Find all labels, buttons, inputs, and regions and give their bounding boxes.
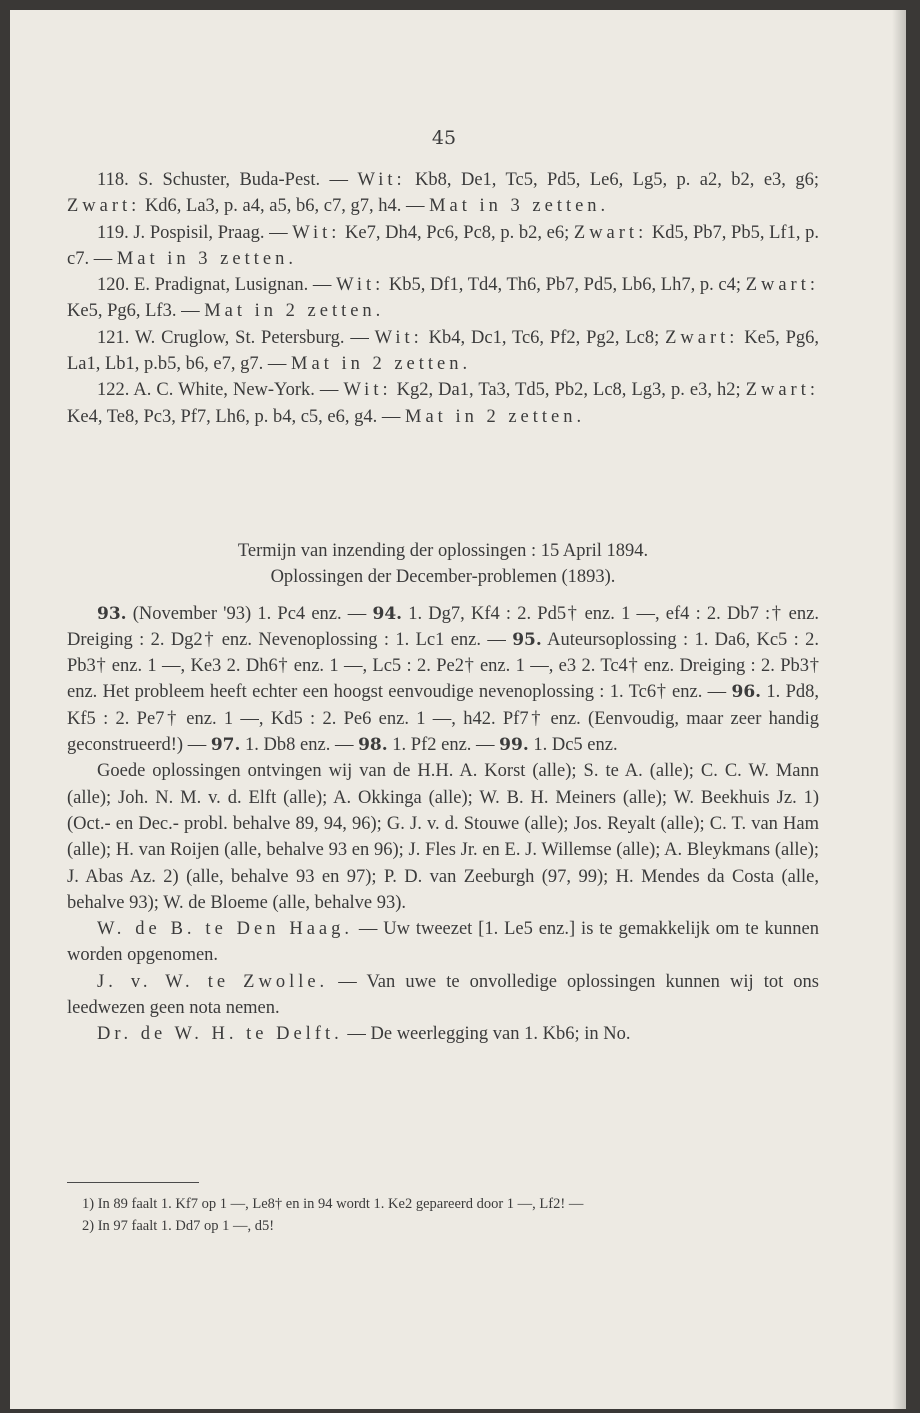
solution-number: 93. xyxy=(97,603,127,624)
letter-recipient: Dr. de W. H. te Delft. xyxy=(97,1024,343,1045)
letter-zwolle: J. v. W. te Zwolle. — Van uwe te onvolledige oplossingen kunnen wij tot ons leedwezen geen nota nemen. xyxy=(67,971,819,1019)
mat-label: Mat in 3 zetten. xyxy=(429,196,610,217)
footnote-divider xyxy=(67,1182,199,1183)
zwart-label: Zwart: xyxy=(745,380,819,401)
solutions-section xyxy=(67,538,819,1048)
zwart-label: Zwart: xyxy=(573,222,648,243)
zwart-label: Zwart: xyxy=(665,327,739,348)
page-number: 45 xyxy=(431,127,457,149)
footnote-1: 1) In 89 faalt 1. Kf7 op 1 —, Le8† en in 94 wordt 1. Ke2 gepareerd door 1 —, Lf2! — xyxy=(82,1196,584,1212)
solutions-paragraph: 93. (November '93) 1. Pc4 enz. — 94. 1. Dg7, Kf4 : 2. Pd5† enz. 1 —, ef4 : 2. Db7 :† enz. Dreiging : 2. Dg2† enz. Nevenoplossing : 1. Lc1 enz. — 95. Auteursoplossing : 1. Da6, Kc5 : 2. Pb3† enz. 1 —, Ke3 2. Dh6† enz. 1 —, Lc5 : 2. Pe2† enz. 1 —, e3 2. Tc4† enz. Dreiging : 2. Pb3† enz. Het probleem heeft echter een hoogst eenvoudige nevenoplossing : 1. Tc6† enz. — 96. 1. Pd8, Kf5 : 2. Pe7† enz. 1 —, Kd5 : 2. Pe6 enz. 1 —, h42. Pf7† enz. (Eenvoudig, maar zeer handig geconstrueerd!) — 97. 1. Db8 enz. — 98. 1. Pf2 enz. — 99. 1. Dc5 enz. xyxy=(67,603,819,756)
solution-number: 95. xyxy=(512,629,542,650)
solution-number: 94. xyxy=(372,603,403,624)
wit-label: Wit: xyxy=(292,222,341,243)
problem-122: 122. A. C. White, New-York. — Wit: Kg2, Da1, Ta3, Td5, Pb2, Lc8, Lg3, p. e3, h2; Zwart: Ke4, Te8, Pc3, Pf7, Lh6, p. b4, c5, e6, g4. — Mat in 2 zetten. xyxy=(67,380,819,427)
wit-label: Wit: xyxy=(336,275,385,296)
letter-recipient: W. de B. te Den Haag. xyxy=(97,919,353,940)
solution-number: 96. xyxy=(731,682,762,703)
mat-label: Mat in 2 zetten. xyxy=(204,301,385,322)
zwart-label: Zwart: xyxy=(745,275,819,296)
wit-label: Wit: xyxy=(374,327,423,348)
letter-recipient: J. v. W. te Zwolle. xyxy=(97,971,329,992)
wit-label: Wit: xyxy=(343,380,392,401)
zwart-label: Zwart: xyxy=(67,196,141,217)
solvers-paragraph: Goede oplossingen ontvingen wij van de H.H. A. Korst (alle); S. te A. (alle); C. C. W. Mann (alle); Joh. N. M. v. d. Elft (alle); A. Okkinga (alle); W. B. H. Meiners (alle); W. Beekhuis Jz. 1) (Oct.- en Dec.- probl. behalve 89, 94, 96); G. J. v. d. Stouwe (alle); Jos. Reyalt (alle); C. T. van Ham (alle); H. van Roijen (alle, behalve 93 en 96); J. Fles Jr. en E. J. Willemse (alle); A. Bleykmans (alle); J. Abas Az. 2) (alle, behalve 93 en 97); P. D. van Zeeburgh (97, 99); H. Mendes da Costa (alle, behalve 93); W. de Bloeme (alle, behalve 93). xyxy=(67,761,819,913)
letter-den-haag: W. de B. te Den Haag. — Uw tweezet [1. Le5 enz.] is te gemakkelijk om te kunnen worden opgenomen. xyxy=(67,919,819,966)
solution-number: 98. xyxy=(358,735,388,756)
problem-120: 120. E. Pradignat, Lusignan. — Wit: Kb5, Df1, Td4, Th6, Pb7, Pd5, Lb6, Lh7, p. c4; Zwart: Ke5, Pg6, Lf3. — Mat in 2 zetten. xyxy=(67,275,819,322)
solution-number: 99. xyxy=(499,735,529,756)
solution-number: 97. xyxy=(210,735,241,756)
mat-label: Mat in 3 zetten. xyxy=(116,248,297,269)
mat-label: Mat in 2 zetten. xyxy=(405,406,586,427)
footnote-2: 2) In 97 faalt 1. Dd7 op 1 —, d5! xyxy=(82,1218,275,1234)
deadline-line: Termijn van inzending der oplossingen : 15 April 1894. xyxy=(237,541,649,561)
book-page xyxy=(10,10,906,1409)
problem-118: 118. S. Schuster, Buda-Pest. — Wit: Kb8, De1, Tc5, Pd5, Le6, Lg5, p. a2, b2, e3, g6; Zwart: Kd6, La3, p. a4, a5, b6, c7, g7, h4. — Mat in 3 zetten. xyxy=(67,170,819,217)
footnotes xyxy=(82,1193,822,1237)
problem-119: 119. J. Pospisil, Praag. — Wit: Ke7, Dh4, Pc6, Pc8, p. b2, e6; Zwart: Kd5, Pb7, Pb5, Lf1, p. c7. — Mat in 3 zetten. xyxy=(67,222,819,269)
wit-label: Wit: xyxy=(357,170,406,190)
page-edge-shadow xyxy=(892,10,906,1409)
mat-label: Mat in 2 zetten. xyxy=(291,354,472,375)
solutions-heading: Oplossingen der December-problemen (1893). xyxy=(270,567,616,588)
problem-121: 121. W. Cruglow, St. Petersburg. — Wit: Kb4, Dc1, Tc6, Pf2, Pg2, Lc8; Zwart: Ke5, Pg6, La1, Lb1, p.b5, b6, e7, g7. — Mat in 2 zetten. xyxy=(67,327,819,375)
letter-delft: Dr. de W. H. te Delft. — De weerlegging van 1. Kb6; in No. xyxy=(97,1024,631,1045)
problems-section xyxy=(67,167,819,430)
